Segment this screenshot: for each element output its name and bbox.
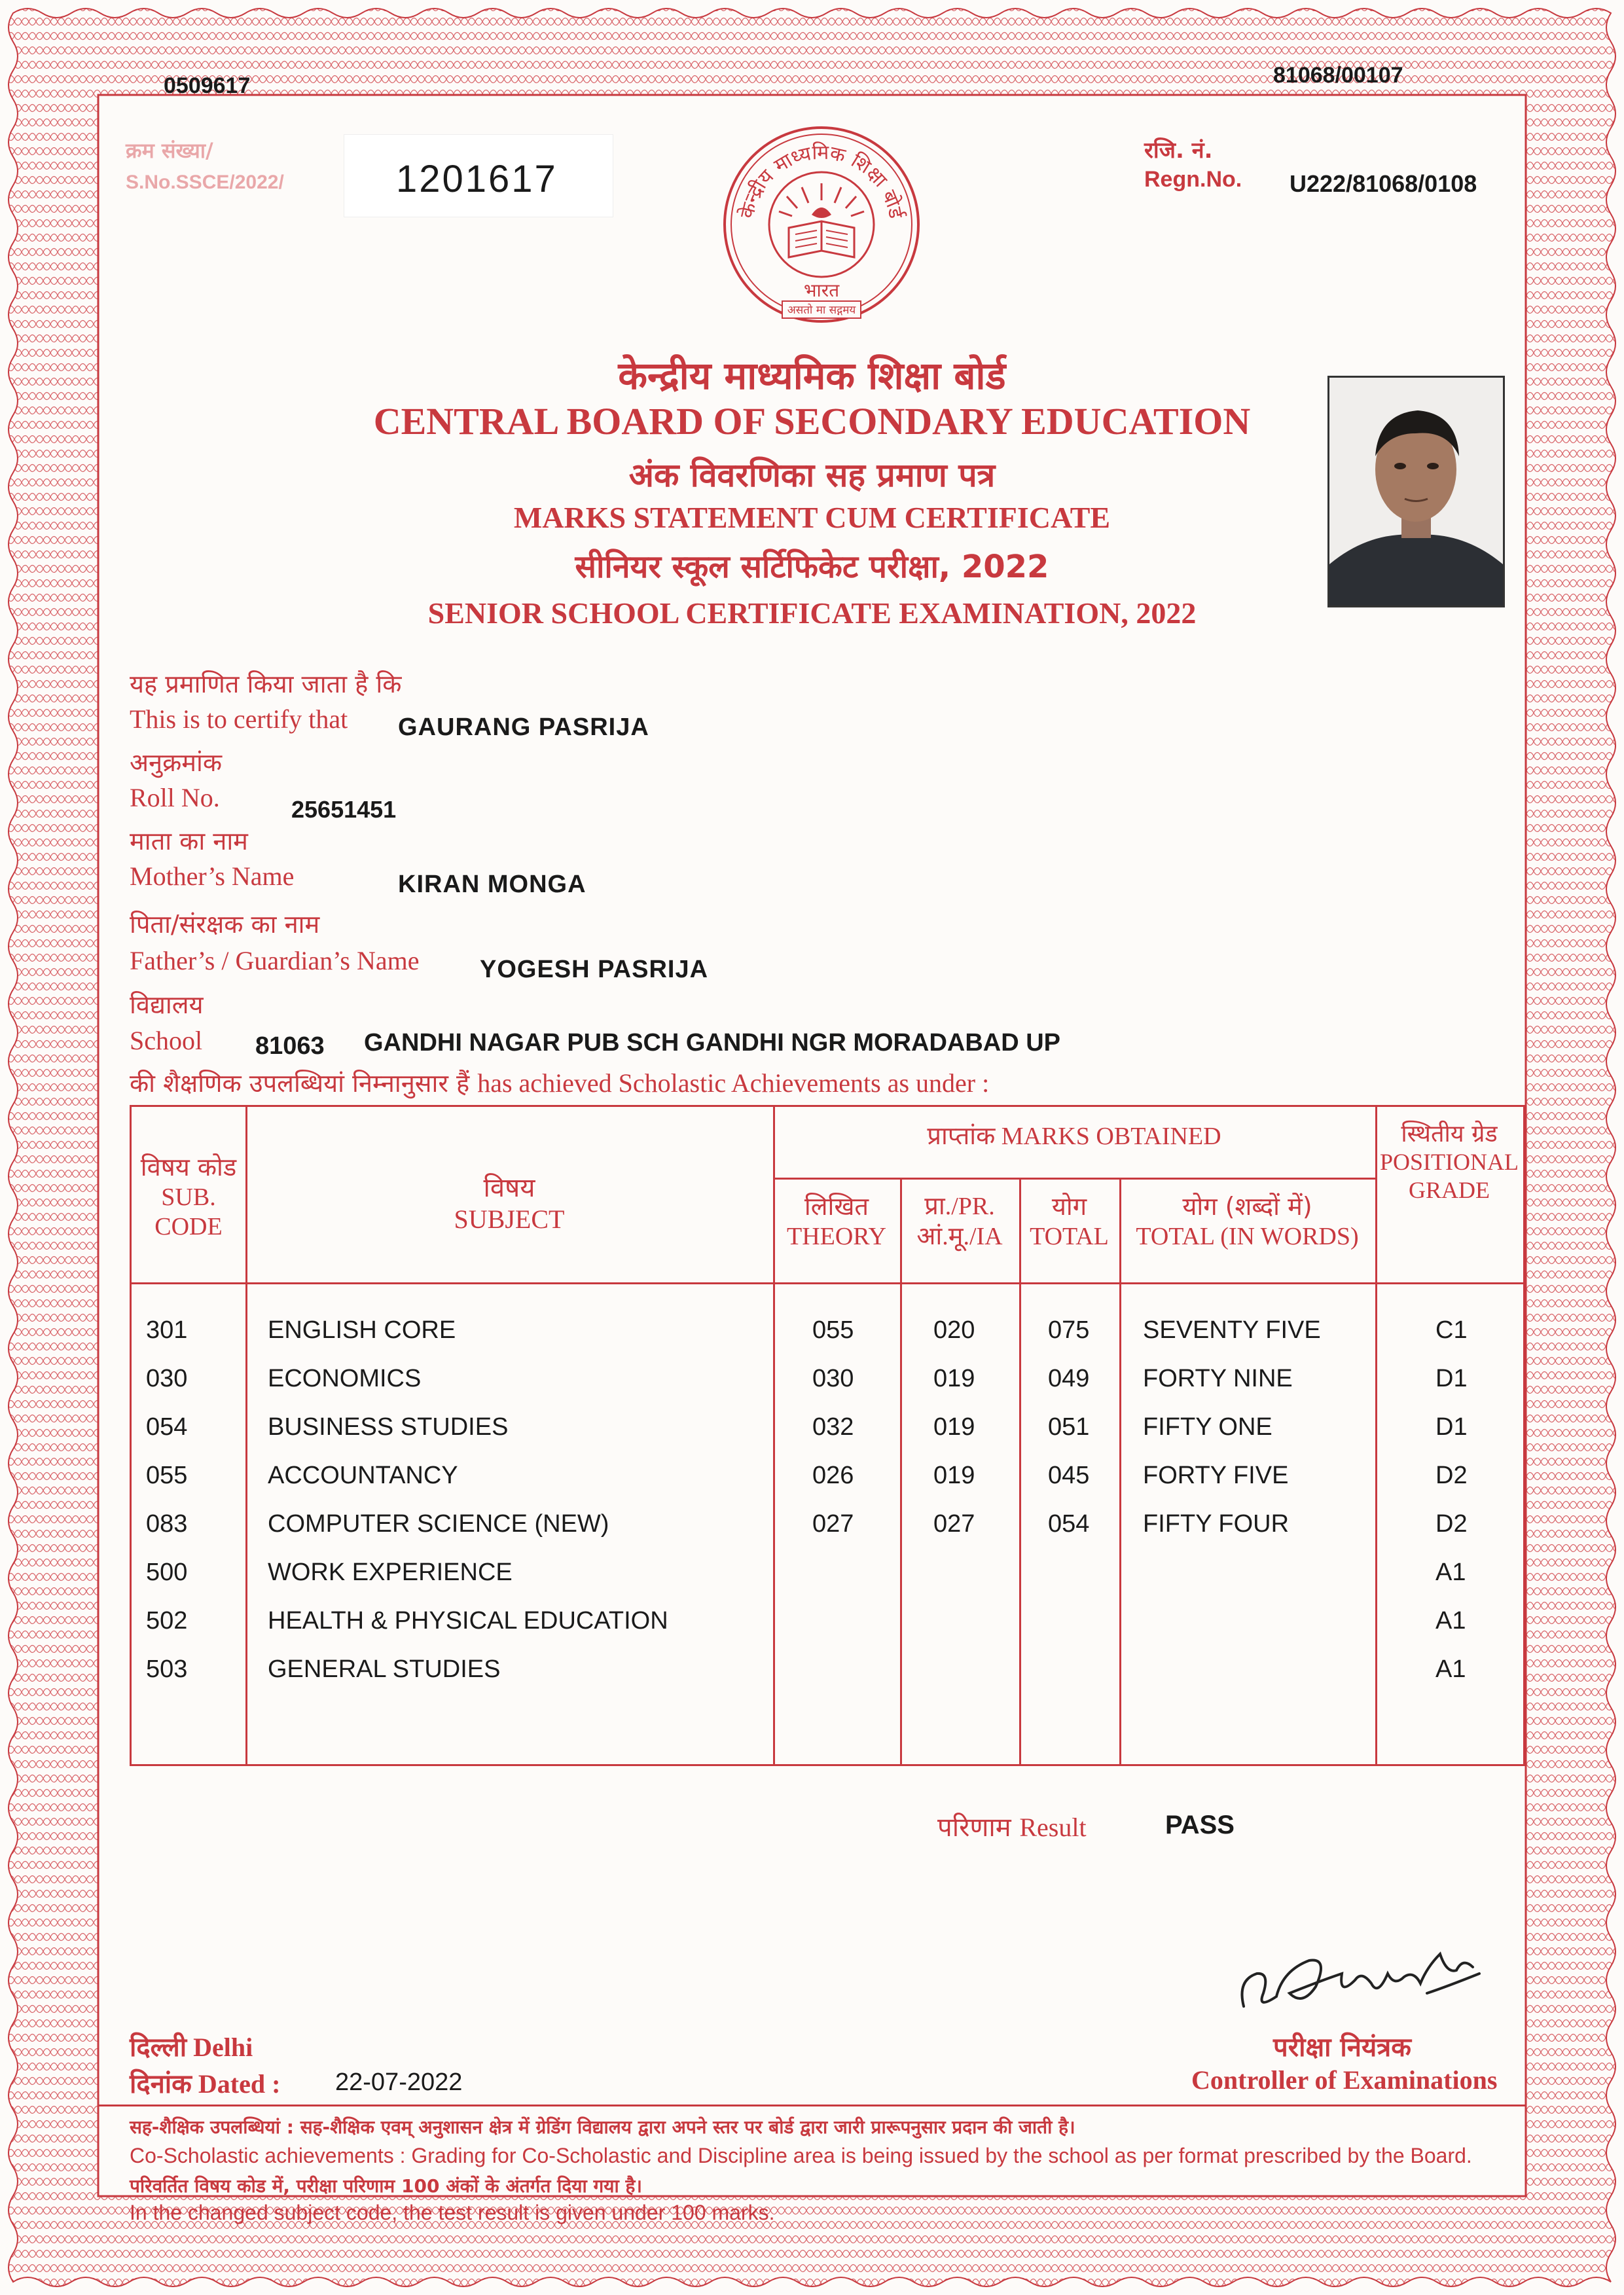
cell-words: FORTY NINE <box>1143 1365 1293 1392</box>
table-divider <box>1375 1107 1377 1764</box>
cell-code: 054 <box>146 1413 188 1441</box>
header-theory-en: THEORY <box>787 1222 886 1250</box>
result-label <box>937 1808 1087 1844</box>
header-code-en2: CODE <box>154 1213 223 1241</box>
cell-subject: ENGLISH CORE <box>268 1316 456 1344</box>
table-header-bottom <box>132 1282 1523 1284</box>
cell-subject: GENERAL STUDIES <box>268 1655 501 1683</box>
header-pr-1: प्रा./PR. <box>924 1193 995 1220</box>
header-pr-2: आं.मू./IA <box>916 1222 1003 1250</box>
header-code-en: SUB. <box>161 1183 216 1211</box>
cell-code: 503 <box>146 1655 188 1683</box>
footer-divider <box>98 2105 1526 2106</box>
cell-subject: COMPUTER SCIENCE (NEW) <box>268 1510 609 1538</box>
logo-motto: असतो मा सद्गमय <box>787 304 856 317</box>
table-divider <box>1119 1178 1121 1764</box>
cert-title-en: MARKS STATEMENT CUM CERTIFICATE <box>513 501 1111 534</box>
cell-grade: A1 <box>1435 1559 1466 1586</box>
cbse-logo <box>720 123 923 326</box>
cell-grade: D2 <box>1435 1462 1468 1489</box>
dated-en: Dated : <box>198 2069 281 2099</box>
board-title-hi: केन्द्रीय माध्यमिक शिक्षा बोर्ड <box>618 353 1006 398</box>
roll-label-en: Roll No. <box>130 783 220 812</box>
student-name: GAURANG PASRIJA <box>398 714 649 741</box>
cell-grade: D1 <box>1435 1413 1468 1441</box>
result-label-hi: परिणाम <box>937 1813 1011 1843</box>
header-total-en: TOTAL <box>1030 1222 1109 1250</box>
serial-top-right: 81068/00107 <box>1273 63 1403 88</box>
cell-words: FORTY FIVE <box>1143 1462 1289 1489</box>
cell-total: 054 <box>1048 1510 1090 1538</box>
cell-practical: 027 <box>933 1510 975 1538</box>
logo-text-bottom: भारत <box>803 280 840 301</box>
controller-hi: परीक्षा नियंत्रक <box>1273 2033 1411 2063</box>
cell-practical: 020 <box>933 1316 975 1344</box>
achieved-en: has achieved Scholastic Achievements as under : <box>477 1068 990 1098</box>
cell-grade: A1 <box>1435 1655 1466 1683</box>
mother-name: KIRAN MONGA <box>398 871 586 898</box>
header-marks <box>773 1121 1375 1152</box>
father-label-hi: पिता/संरक्षक का नाम <box>130 910 320 939</box>
cell-grade: C1 <box>1435 1316 1468 1344</box>
achieved-hi: की शैक्षणिक उपलब्धियां निम्नानुसार हैं <box>130 1069 470 1098</box>
cell-code: 030 <box>146 1365 188 1392</box>
cell-theory: 032 <box>812 1413 854 1441</box>
board-title-en: CENTRAL BOARD OF SECONDARY EDUCATION <box>373 400 1251 443</box>
cell-code: 500 <box>146 1559 188 1586</box>
cell-grade: A1 <box>1435 1607 1466 1635</box>
cell-theory: 027 <box>812 1510 854 1538</box>
roll-label-hi: अनुक्रमांक <box>130 748 223 777</box>
cell-subject: HEALTH & PHYSICAL EDUCATION <box>268 1607 668 1635</box>
note1-en: Co-Scholastic achievements : Grading for Co-Scholastic and Discipline area is being issued by the school as per format prescribed by the Board. <box>130 2144 1472 2167</box>
header-total <box>1019 1192 1119 1252</box>
portrait-image <box>1329 378 1503 605</box>
cell-total: 051 <box>1048 1413 1090 1441</box>
mother-label-en: Mother’s Name <box>130 861 295 891</box>
regn-label-en: Regn.No. <box>1144 167 1242 192</box>
marks-table <box>130 1105 1525 1766</box>
header-marks-en: MARKS OBTAINED <box>1001 1123 1221 1150</box>
table-divider <box>900 1178 902 1764</box>
header-total-hi: योग <box>1051 1192 1087 1221</box>
cert-title-hi: अंक विवरणिका सह प्रमाण पत्र <box>628 456 996 494</box>
cell-total: 045 <box>1048 1462 1090 1489</box>
result-value: PASS <box>1165 1811 1235 1839</box>
table-divider <box>1019 1178 1021 1764</box>
place-en: Delhi <box>193 2033 253 2062</box>
exam-title-hi: सीनियर स्कूल सर्टिफिकेट परीक्षा, 2022 <box>575 549 1049 585</box>
school-code: 81063 <box>255 1032 325 1060</box>
header-subject-en: SUBJECT <box>454 1204 565 1234</box>
cell-subject: WORK EXPERIENCE <box>268 1559 513 1586</box>
certify-label-hi: यह प्रमाणित किया जाता है कि <box>130 670 402 698</box>
certify-label-en: This is to certify that <box>130 704 348 734</box>
cell-code: 502 <box>146 1607 188 1635</box>
note2-hi: परिवर्तित विषय कोड में, परीक्षा परिणाम 100 अंकों के अंतर्गत दिया गया है। <box>130 2175 642 2197</box>
place-line <box>130 2028 253 2064</box>
header-code <box>132 1153 245 1242</box>
issue-date: 22-07-2022 <box>335 2069 463 2096</box>
mother-label-hi: माता का नाम <box>130 827 248 856</box>
cell-practical: 019 <box>933 1462 975 1489</box>
cell-theory: 055 <box>812 1316 854 1344</box>
cell-words: FIFTY ONE <box>1143 1413 1272 1441</box>
header-code-hi: विषय कोड <box>140 1153 237 1182</box>
dated-line <box>130 2065 280 2101</box>
cell-subject: BUSINESS STUDIES <box>268 1413 509 1441</box>
sno-value: 1201617 <box>396 158 558 200</box>
cell-theory: 026 <box>812 1462 854 1489</box>
cell-words: SEVENTY FIVE <box>1143 1316 1321 1344</box>
place-hi: दिल्ली <box>130 2033 187 2063</box>
logo-text-top: केन्द्रीय माध्यमिक शिक्षा बोर्ड <box>735 141 907 221</box>
cell-practical: 019 <box>933 1413 975 1441</box>
cell-total: 049 <box>1048 1365 1090 1392</box>
cell-practical: 019 <box>933 1365 975 1392</box>
father-name: YOGESH PASRIJA <box>480 956 709 983</box>
dated-hi: दिनांक <box>130 2069 192 2099</box>
header-words-en: TOTAL (IN WORDS) <box>1136 1222 1359 1250</box>
sno-label-en: S.No.SSCE/2022/ <box>126 172 284 193</box>
header-practical <box>900 1192 1019 1252</box>
cell-subject: ACCOUNTANCY <box>268 1462 458 1489</box>
serial-top-left: 0509617 <box>164 73 251 98</box>
school-name: GANDHI NAGAR PUB SCH GANDHI NGR MORADABAD UP <box>364 1029 1060 1057</box>
father-label-en: Father’s / Guardian’s Name <box>130 946 420 975</box>
note2-en: In the changed subject code, the test result is given under 100 marks. <box>130 2201 775 2224</box>
cell-code: 301 <box>146 1316 188 1344</box>
header-grade-en2: GRADE <box>1409 1177 1490 1204</box>
cell-theory: 030 <box>812 1365 854 1392</box>
cell-total: 075 <box>1048 1316 1090 1344</box>
result-label-en: Result <box>1019 1813 1087 1842</box>
controller-signature <box>1231 1934 1506 2026</box>
controller-en: Controller of Examinations <box>1191 2065 1498 2095</box>
header-marks-hi: प्राप्तांक <box>927 1121 996 1150</box>
cell-subject: ECONOMICS <box>268 1365 422 1392</box>
header-subject-hi: विषय <box>483 1173 535 1203</box>
header-subject <box>245 1172 773 1235</box>
header-grade-hi: स्थितीय ग्रेड <box>1401 1121 1498 1148</box>
header-theory <box>773 1192 900 1252</box>
school-label-en: School <box>130 1026 203 1055</box>
exam-title-en: SENIOR SCHOOL CERTIFICATE EXAMINATION, 2022 <box>427 596 1197 630</box>
roll-number: 25651451 <box>291 796 397 823</box>
header-grade-en: POSITIONAL <box>1380 1149 1519 1176</box>
student-photo <box>1327 376 1505 607</box>
sno-label-hi: क्रम संख्या/ <box>126 138 213 163</box>
table-divider <box>773 1178 1375 1180</box>
cell-code: 055 <box>146 1462 188 1489</box>
school-label-hi: विद्यालय <box>130 990 204 1019</box>
header-words <box>1119 1192 1375 1252</box>
header-words-hi: योग (शब्दों में) <box>1182 1192 1312 1221</box>
header-grade <box>1375 1120 1523 1205</box>
cell-grade: D2 <box>1435 1510 1468 1538</box>
achieved-line <box>130 1066 989 1100</box>
note1-hi: सह-शैक्षिक उपलब्धियां : सह-शैक्षिक एवम् अनुशासन क्षेत्र में ग्रेडिंग विद्यालय द्वारा अपने स्तर पर बोर्ड द्वारा जारी प्रारूपनुसार प्रदान की जाती है। <box>130 2116 1075 2138</box>
regn-value: U222/81068/0108 <box>1290 170 1477 197</box>
cell-words: FIFTY FOUR <box>1143 1510 1290 1538</box>
header-theory-hi: लिखित <box>804 1192 869 1221</box>
cell-grade: D1 <box>1435 1365 1468 1392</box>
cell-code: 083 <box>146 1510 188 1538</box>
regn-label-hi: रजि. नं. <box>1144 137 1213 164</box>
